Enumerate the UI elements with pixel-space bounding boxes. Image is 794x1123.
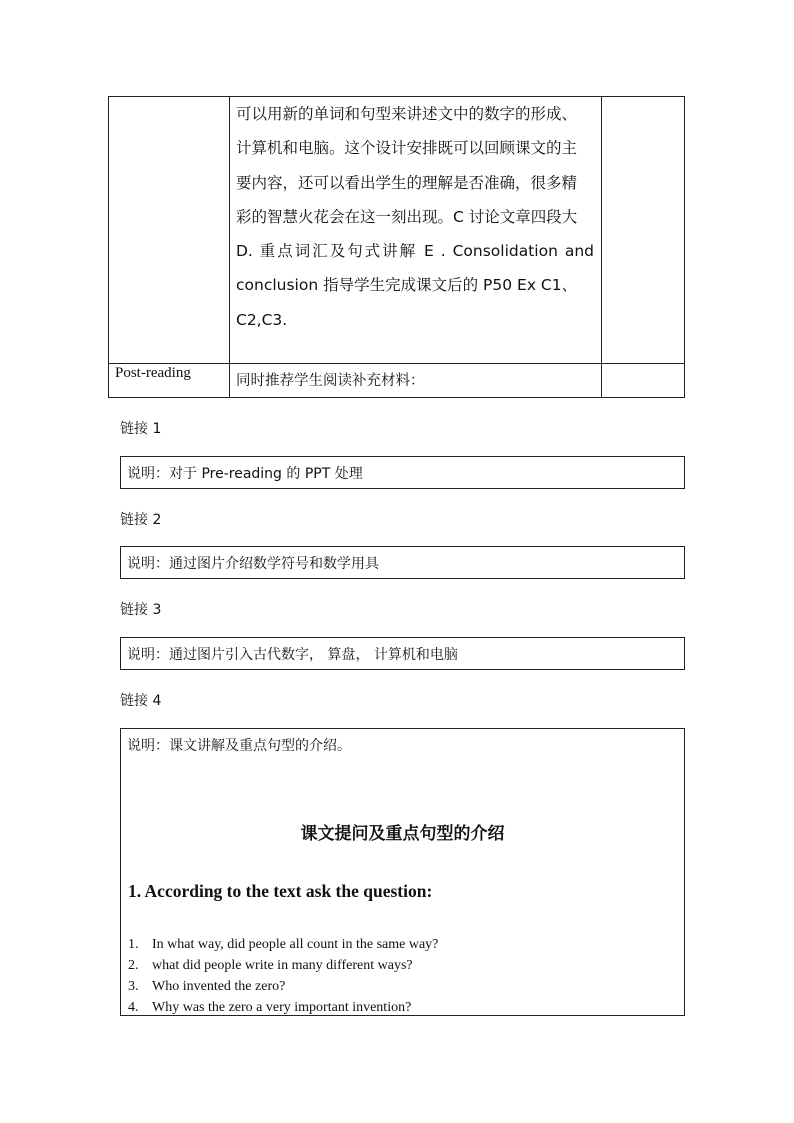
table-divider [229, 97, 230, 397]
section-heading: 课文提问及重点句型的介绍 [300, 824, 505, 844]
question-number: 3. [128, 979, 139, 994]
link-1-note-box [120, 456, 685, 489]
link-2-note: 说明：通过图片介绍数学符号和数学用具 [127, 556, 379, 572]
lesson-plan-table [108, 96, 685, 398]
section-title: 1. According to the text ask the question: [128, 881, 433, 901]
question-list [128, 934, 438, 1018]
question-number: 4. [128, 1000, 139, 1015]
link-1-label[interactable]: 链接 1 [120, 421, 162, 437]
list-item [128, 976, 438, 997]
description-line: C2,C3. [236, 310, 288, 329]
link-4-label[interactable]: 链接 4 [120, 693, 162, 709]
question-text: Why was the zero a very important invention? [152, 1000, 412, 1015]
question-text: what did people write in many different ways? [152, 958, 413, 973]
list-item [128, 955, 438, 976]
link-3-note: 说明：通过图片引入古代数字， 算盘， 计算机和电脑 [127, 647, 458, 663]
list-item [128, 997, 438, 1018]
description-line: 计算机和电脑。这个设计安排既可以回顾课文的主 [236, 139, 578, 158]
description-line: 要内容，还可以看出学生的理解是否准确，很多精 [236, 173, 578, 192]
post-reading-label: Post-reading [115, 365, 191, 381]
link-4-note: 说明：课文讲解及重点句型的介绍。 [127, 738, 351, 754]
link-2-label[interactable]: 链接 2 [120, 512, 162, 528]
link-1-note: 说明：对于 Pre-reading 的 PPT 处理 [127, 466, 363, 482]
description-line: 彩的智慧火花会在这一刻出现。C 讨论文章四段大 [236, 207, 578, 226]
list-item [128, 934, 438, 955]
link-2-note-box [120, 546, 685, 579]
description-line: 可以用新的单词和句型来讲述文中的数字的形成、 [236, 105, 578, 123]
post-reading-text: 同时推荐学生阅读补充材料： [236, 373, 425, 389]
table-divider [601, 97, 602, 397]
teaching-procedure-text [236, 97, 594, 337]
link-3-label[interactable]: 链接 3 [120, 602, 162, 618]
question-text: Who invented the zero? [152, 979, 286, 994]
question-number: 2. [128, 958, 139, 973]
question-text: In what way, did people all count in the same way? [152, 937, 439, 952]
description-line: D. 重点词汇及句式讲解 E . Consolidation and [236, 242, 594, 261]
description-line: conclusion 指导学生完成课文后的 P50 Ex C1、 [236, 276, 578, 295]
table-row-divider [109, 363, 684, 364]
question-number: 1. [128, 937, 139, 952]
link-4-content-box [120, 728, 685, 1016]
link-3-note-box [120, 637, 685, 670]
